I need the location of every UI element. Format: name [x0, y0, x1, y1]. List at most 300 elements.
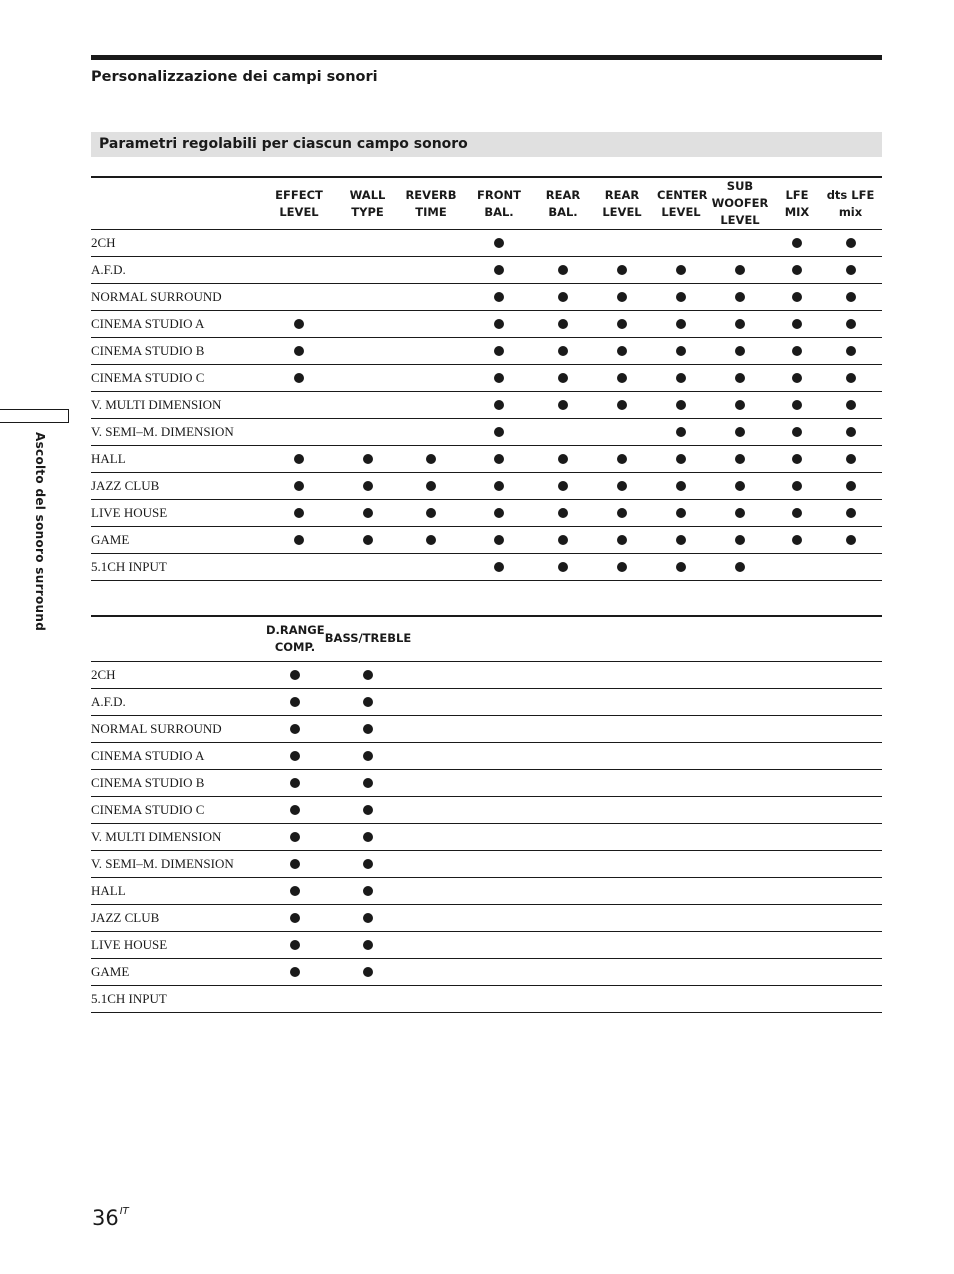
dot-marker [294, 508, 304, 518]
table-row [91, 311, 882, 338]
dot-marker [363, 778, 373, 788]
parameter-cell [587, 500, 657, 527]
dot-marker [676, 508, 686, 518]
dot-marker [558, 400, 568, 410]
parameter-cell [459, 230, 539, 257]
column-header [819, 177, 882, 230]
dot-marker [792, 535, 802, 545]
sound-field-name: HALL [91, 446, 266, 473]
dot-marker [494, 400, 504, 410]
table-row [91, 230, 882, 257]
dot-marker [290, 724, 300, 734]
dot-marker [558, 265, 568, 275]
parameter-cell [705, 392, 775, 419]
table-row [91, 688, 882, 715]
dot-marker [792, 481, 802, 491]
dot-marker [494, 481, 504, 491]
table-row [91, 284, 882, 311]
parameter-cell [587, 365, 657, 392]
dot-marker [676, 400, 686, 410]
dot-marker [735, 508, 745, 518]
dot-marker [617, 373, 627, 383]
dot-marker [294, 319, 304, 329]
dot-marker [294, 535, 304, 545]
parameter-cell [459, 446, 539, 473]
parameter-cell [459, 554, 539, 581]
table-row [91, 877, 882, 904]
parameter-cell [266, 392, 332, 419]
filler-cell [412, 661, 882, 688]
dot-marker [846, 427, 856, 437]
parameter-cell [266, 742, 324, 769]
dot-marker [846, 535, 856, 545]
parameter-cell [459, 338, 539, 365]
parameter-cell [324, 985, 412, 1012]
parameter-cell [266, 688, 324, 715]
parameter-cell [539, 365, 587, 392]
parameter-cell [775, 365, 819, 392]
parameter-cell [332, 419, 403, 446]
parameter-cell [539, 419, 587, 446]
parameter-cell [459, 311, 539, 338]
parameter-cell [266, 311, 332, 338]
table-row [91, 958, 882, 985]
parameter-cell [332, 284, 403, 311]
parameter-cell [539, 473, 587, 500]
column-header-line: FRONT [477, 187, 521, 202]
sound-field-name: HALL [91, 877, 266, 904]
filler-cell [412, 769, 882, 796]
table-row [91, 419, 882, 446]
parameter-cell [332, 338, 403, 365]
dot-marker [494, 508, 504, 518]
header-blank-cell [91, 616, 266, 661]
parameter-cell [459, 419, 539, 446]
dot-marker [363, 832, 373, 842]
dot-marker [363, 724, 373, 734]
parameter-cell [819, 446, 882, 473]
sound-field-name: 5.1CH INPUT [91, 985, 266, 1012]
parameter-cell [657, 500, 705, 527]
parameter-cell [459, 257, 539, 284]
parameter-cell [332, 554, 403, 581]
sound-field-name: CINEMA STUDIO A [91, 311, 266, 338]
parameter-cell [705, 419, 775, 446]
table-row [91, 473, 882, 500]
sound-field-name: LIVE HOUSE [91, 500, 266, 527]
dot-marker [617, 265, 627, 275]
side-tab-marker [0, 409, 69, 423]
dot-marker [558, 319, 568, 329]
parameter-cell [324, 715, 412, 742]
dot-marker [846, 454, 856, 464]
dot-marker [792, 427, 802, 437]
column-header-line: REAR [545, 187, 581, 202]
parameter-cell [705, 257, 775, 284]
parameter-cell [539, 392, 587, 419]
parameter-cell [332, 230, 403, 257]
parameter-cell [819, 284, 882, 311]
dot-marker [558, 454, 568, 464]
dot-marker [363, 535, 373, 545]
table-row [91, 715, 882, 742]
parameter-cell [403, 500, 459, 527]
parameter-cell [819, 257, 882, 284]
table-row [91, 392, 882, 419]
dot-marker [617, 481, 627, 491]
dot-marker [617, 454, 627, 464]
parameter-cell [266, 338, 332, 365]
sound-field-name: A.F.D. [91, 688, 266, 715]
table-row [91, 904, 882, 931]
table-row [91, 446, 882, 473]
dot-marker [294, 373, 304, 383]
parameter-cell [266, 284, 332, 311]
dot-marker [290, 859, 300, 869]
dot-marker [617, 346, 627, 356]
parameter-cell [539, 527, 587, 554]
sound-field-name: LIVE HOUSE [91, 931, 266, 958]
table-row [91, 257, 882, 284]
dot-marker [294, 454, 304, 464]
dot-marker [290, 751, 300, 761]
dot-marker [676, 427, 686, 437]
subheading-bar: Parametri regolabili per ciascun campo sonoro [91, 132, 882, 157]
column-header-line: CENTER [657, 187, 708, 202]
sound-field-name: CINEMA STUDIO B [91, 769, 266, 796]
dot-marker [846, 292, 856, 302]
dot-marker [676, 319, 686, 329]
sound-field-name: GAME [91, 527, 266, 554]
column-header [705, 177, 775, 230]
sound-field-name: V. MULTI DIMENSION [91, 823, 266, 850]
parameter-cell [775, 527, 819, 554]
parameter-cell [403, 392, 459, 419]
parameter-cell [539, 338, 587, 365]
table-row [91, 742, 882, 769]
parameter-cell [819, 554, 882, 581]
table-header-row [91, 616, 882, 661]
parameter-cell [332, 311, 403, 338]
parameter-cell [657, 257, 705, 284]
parameter-cell [324, 688, 412, 715]
parameter-cell [332, 257, 403, 284]
dot-marker [426, 508, 436, 518]
parameter-cell [775, 500, 819, 527]
dot-marker [846, 319, 856, 329]
dot-marker [792, 454, 802, 464]
sound-field-name: CINEMA STUDIO A [91, 742, 266, 769]
dot-marker [494, 562, 504, 572]
column-header [266, 616, 324, 661]
sound-field-name: GAME [91, 958, 266, 985]
table-row [91, 769, 882, 796]
dot-marker [363, 670, 373, 680]
parameter-cell [657, 365, 705, 392]
filler-cell [412, 688, 882, 715]
parameter-cell [266, 958, 324, 985]
parameter-cell [266, 931, 324, 958]
filler-cell [412, 742, 882, 769]
dot-marker [290, 832, 300, 842]
sound-field-name: JAZZ CLUB [91, 473, 266, 500]
table-row [91, 500, 882, 527]
dot-marker [846, 238, 856, 248]
column-header-line: D.RANGE [266, 622, 325, 637]
dot-marker [792, 508, 802, 518]
parameter-cell [819, 365, 882, 392]
dot-marker [363, 508, 373, 518]
filler-cell [412, 796, 882, 823]
dot-marker [363, 886, 373, 896]
page-number-suffix: IT [119, 1206, 129, 1217]
parameter-cell [539, 500, 587, 527]
dot-marker [846, 508, 856, 518]
dot-marker [494, 319, 504, 329]
dot-marker [735, 292, 745, 302]
column-header-line: LFE [785, 187, 809, 202]
parameter-cell [324, 742, 412, 769]
sound-field-name: NORMAL SURROUND [91, 715, 266, 742]
dot-marker [617, 562, 627, 572]
dot-marker [735, 535, 745, 545]
dot-marker [290, 967, 300, 977]
dot-marker [846, 346, 856, 356]
dot-marker [494, 427, 504, 437]
dot-marker [792, 292, 802, 302]
parameter-cell [587, 392, 657, 419]
column-header-line: BASS/TREBLE [324, 631, 412, 646]
dot-marker [426, 454, 436, 464]
parameter-cell [266, 769, 324, 796]
parameter-cell [324, 877, 412, 904]
parameter-cell [403, 230, 459, 257]
dot-marker [676, 535, 686, 545]
dot-marker [363, 751, 373, 761]
parameter-cell [459, 392, 539, 419]
page-number-value: 36 [92, 1206, 119, 1230]
parameter-cell [587, 284, 657, 311]
parameter-cell [539, 311, 587, 338]
parameter-cell [705, 473, 775, 500]
dot-marker [290, 670, 300, 680]
parameter-cell [657, 338, 705, 365]
parameter-cell [819, 500, 882, 527]
parameter-cell [266, 877, 324, 904]
column-header-line: mix [838, 204, 863, 219]
parameter-cell [587, 527, 657, 554]
dot-marker [494, 265, 504, 275]
column-header-line: REAR [604, 187, 640, 202]
dot-marker [363, 454, 373, 464]
dot-marker [294, 346, 304, 356]
dot-marker [558, 562, 568, 572]
parameter-cell [324, 661, 412, 688]
parameter-cell [403, 365, 459, 392]
column-header-line: LEVEL [661, 204, 701, 219]
parameter-cell [705, 365, 775, 392]
dot-marker [494, 238, 504, 248]
parameter-cell [587, 311, 657, 338]
dot-marker [558, 481, 568, 491]
parameter-cell [775, 311, 819, 338]
filler-cell [412, 958, 882, 985]
column-header-line: COMP. [274, 639, 316, 654]
filler-cell [412, 850, 882, 877]
dot-marker [363, 940, 373, 950]
parameter-cell [705, 554, 775, 581]
parameter-cell [459, 500, 539, 527]
column-header [587, 177, 657, 230]
parameter-cell [539, 230, 587, 257]
filler-cell [412, 985, 882, 1012]
parameter-cell [459, 284, 539, 311]
parameter-cell [657, 527, 705, 554]
filler-cell [412, 904, 882, 931]
dot-marker [290, 778, 300, 788]
parameter-cell [657, 419, 705, 446]
dot-marker [617, 292, 627, 302]
parameter-cell [266, 904, 324, 931]
dot-marker [792, 319, 802, 329]
parameter-cell [266, 850, 324, 877]
parameter-cell [266, 230, 332, 257]
dot-marker [735, 373, 745, 383]
page-number [92, 1206, 129, 1230]
parameter-cell [819, 311, 882, 338]
parameter-cell [459, 473, 539, 500]
dot-marker [617, 319, 627, 329]
column-header-line: TIME [415, 204, 447, 219]
parameter-cell [587, 230, 657, 257]
dot-marker [558, 292, 568, 302]
parameter-cell [819, 473, 882, 500]
parameter-cell [775, 554, 819, 581]
parameter-cell [657, 284, 705, 311]
sound-field-name: V. SEMI–M. DIMENSION [91, 419, 266, 446]
dot-marker [735, 346, 745, 356]
parameter-cell [539, 284, 587, 311]
dot-marker [363, 481, 373, 491]
parameter-cell [705, 230, 775, 257]
parameter-cell [266, 527, 332, 554]
dot-marker [846, 481, 856, 491]
parameter-cell [324, 931, 412, 958]
header-filler-cell [412, 616, 882, 661]
parameter-cell [403, 284, 459, 311]
dot-marker [558, 346, 568, 356]
dot-marker [792, 373, 802, 383]
parameter-cell [332, 446, 403, 473]
parameter-cell [775, 473, 819, 500]
dot-marker [363, 859, 373, 869]
sound-field-name: 2CH [91, 661, 266, 688]
parameter-cell [775, 284, 819, 311]
table-row [91, 850, 882, 877]
parameter-cell [539, 257, 587, 284]
parameter-cell [587, 257, 657, 284]
column-header [403, 177, 459, 230]
table-row [91, 661, 882, 688]
parameter-cell [657, 446, 705, 473]
parameter-cell [403, 554, 459, 581]
column-header-line: SUB WOOFER [711, 179, 769, 210]
table-row [91, 823, 882, 850]
dot-marker [426, 535, 436, 545]
dot-marker [363, 967, 373, 977]
parameter-cell [403, 311, 459, 338]
table-row [91, 985, 882, 1012]
parameter-cell [819, 419, 882, 446]
column-header [266, 177, 332, 230]
parameter-cell [775, 446, 819, 473]
sound-field-name: V. MULTI DIMENSION [91, 392, 266, 419]
table-row [91, 365, 882, 392]
parameter-cell [459, 527, 539, 554]
parameter-cell [775, 230, 819, 257]
column-header-line: LEVEL [602, 204, 642, 219]
parameter-cell [403, 338, 459, 365]
column-header-line: LEVEL [279, 204, 319, 219]
parameters-table-2 [91, 615, 882, 1013]
parameter-cell [332, 473, 403, 500]
parameter-cell [819, 338, 882, 365]
column-header-line: WALL [349, 187, 386, 202]
parameter-cell [403, 446, 459, 473]
parameter-cell [539, 554, 587, 581]
dot-marker [792, 238, 802, 248]
filler-cell [412, 877, 882, 904]
column-header [539, 177, 587, 230]
parameter-cell [266, 419, 332, 446]
parameter-cell [266, 715, 324, 742]
sound-field-name: NORMAL SURROUND [91, 284, 266, 311]
column-header-line: REVERB [405, 187, 457, 202]
column-header-line: EFFECT [275, 187, 323, 202]
column-header-line: dts LFE [826, 187, 875, 202]
dot-marker [846, 400, 856, 410]
parameter-cell [266, 985, 324, 1012]
dot-marker [676, 265, 686, 275]
section-title: Personalizzazione dei campi sonori [91, 69, 378, 85]
filler-cell [412, 931, 882, 958]
dot-marker [363, 913, 373, 923]
dot-marker [290, 940, 300, 950]
sound-field-name: 2CH [91, 230, 266, 257]
dot-marker [617, 508, 627, 518]
parameter-cell [403, 527, 459, 554]
parameter-cell [324, 796, 412, 823]
table-row [91, 796, 882, 823]
parameter-cell [403, 419, 459, 446]
parameter-cell [587, 419, 657, 446]
parameter-cell [266, 365, 332, 392]
sound-field-name: CINEMA STUDIO C [91, 365, 266, 392]
column-header-line: BAL. [548, 204, 578, 219]
dot-marker [290, 697, 300, 707]
parameter-cell [266, 446, 332, 473]
parameter-cell [403, 257, 459, 284]
parameter-cell [775, 338, 819, 365]
parameter-cell [587, 554, 657, 581]
parameter-cell [324, 904, 412, 931]
dot-marker [558, 508, 568, 518]
parameter-cell [324, 823, 412, 850]
parameter-cell [705, 284, 775, 311]
dot-marker [735, 400, 745, 410]
parameter-cell [657, 554, 705, 581]
dot-marker [735, 454, 745, 464]
